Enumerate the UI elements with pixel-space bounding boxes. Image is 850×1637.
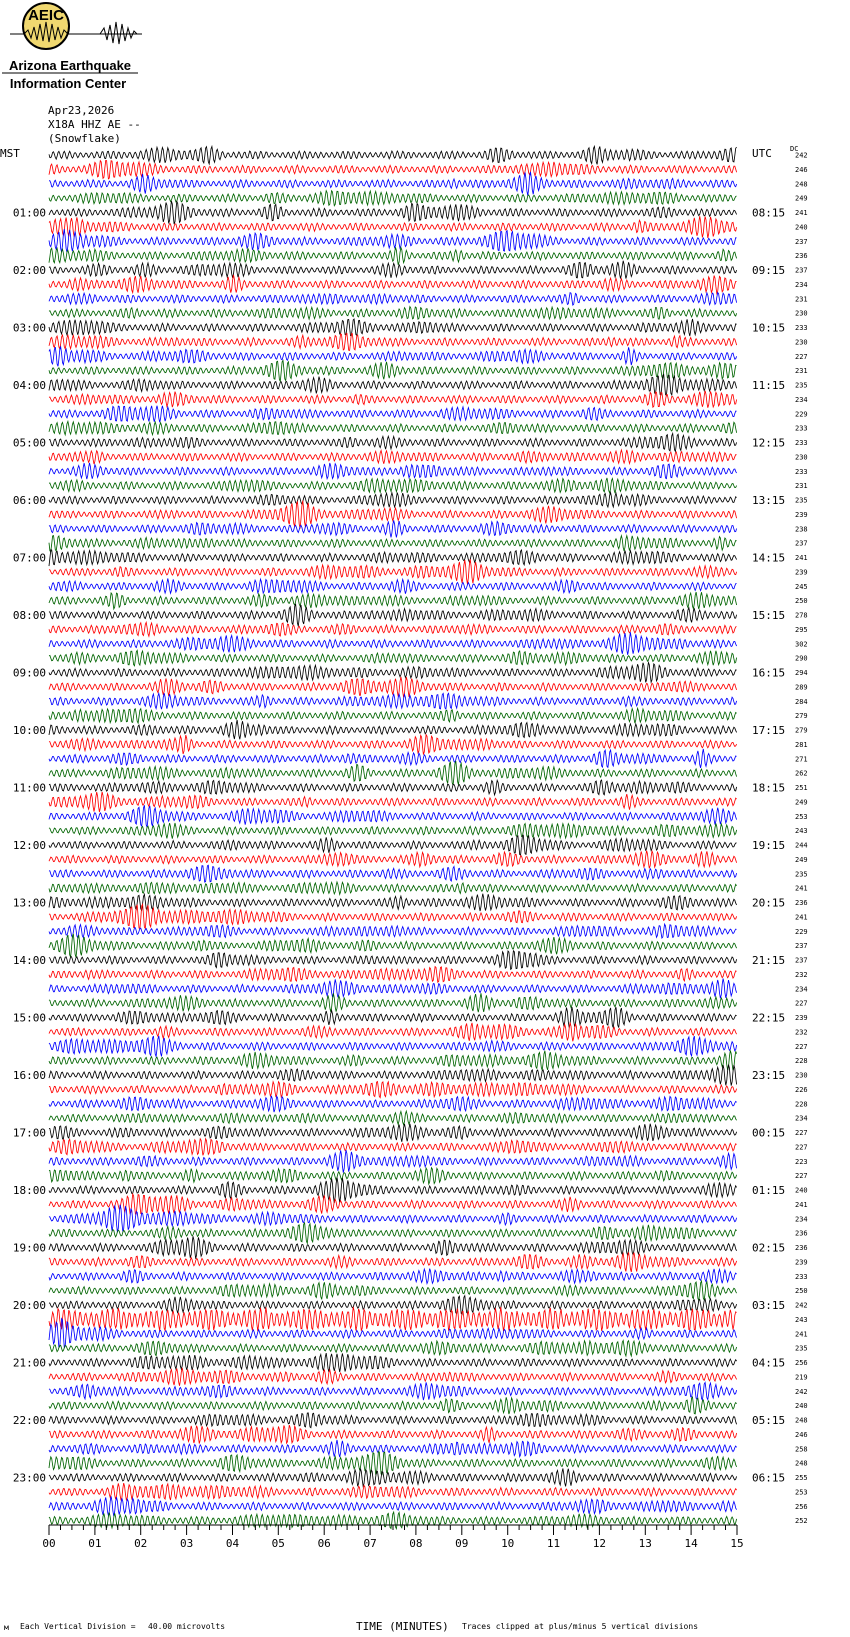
dc-offset-label: 233 — [795, 439, 808, 447]
left-hour-label: 03:00 — [12, 321, 46, 335]
dc-offset-label: 234 — [795, 985, 808, 994]
seismogram-trace — [49, 275, 737, 294]
dc-offset-label: 281 — [795, 740, 808, 749]
seismogram-trace — [49, 1469, 737, 1487]
seismogram-trace — [49, 550, 737, 566]
dc-offset-label: 237 — [795, 942, 808, 951]
seismogram-trace — [49, 967, 737, 983]
seismogram-trace — [49, 333, 737, 350]
dc-offset-label: 237 — [795, 266, 808, 275]
seismogram-trace — [49, 1341, 737, 1357]
x-tick-label: 07 — [363, 1537, 377, 1550]
seismogram-trace — [49, 865, 737, 882]
trace-group — [49, 146, 737, 1528]
seismogram-trace — [49, 993, 737, 1012]
dc-offset-label: 240 — [795, 1402, 808, 1411]
dc-offset-label: 236 — [795, 1229, 808, 1238]
dc-offset-label: 248 — [795, 1416, 808, 1425]
dc-offset-label: 242 — [795, 151, 808, 160]
seismogram-trace — [49, 805, 737, 827]
x-tick-label: 12 — [592, 1537, 607, 1550]
x-tick-label: 05 — [271, 1537, 285, 1550]
left-hour-label: 15:00 — [12, 1011, 46, 1025]
x-tick-label: 15 — [730, 1537, 744, 1550]
seismogram-trace — [49, 632, 737, 655]
dc-offset-label: 240 — [795, 223, 808, 232]
right-hour-label: 23:15 — [752, 1069, 786, 1082]
seismogram-trace — [49, 1452, 737, 1475]
dc-offset-label: 242 — [795, 1301, 808, 1310]
seismogram-trace — [49, 493, 737, 508]
left-hour-label: 09:00 — [12, 666, 46, 680]
dc-offset-label: 262 — [795, 769, 808, 778]
seismogram-trace — [49, 1139, 737, 1156]
seismogram-trace — [49, 1177, 737, 1203]
dc-offset-label: 227 — [795, 1129, 808, 1137]
right-hour-label: 15:15 — [752, 609, 786, 622]
left-hour-label: 01:00 — [12, 206, 46, 220]
seismogram-trace — [49, 293, 737, 306]
right-hour-label: 01:15 — [752, 1184, 786, 1197]
seismogram-trace — [49, 677, 737, 698]
dc-offset-label: 250 — [795, 597, 808, 606]
left-hour-label: 17:00 — [12, 1126, 46, 1140]
seismogram-trace — [49, 1382, 737, 1400]
x-axis — [42, 1525, 743, 1550]
left-hour-label: 08:00 — [12, 609, 46, 622]
right-hour-label: 14:15 — [752, 551, 786, 565]
right-hour-label: 21:15 — [752, 954, 786, 967]
seismogram-trace — [49, 1252, 737, 1272]
dc-offset-label: 249 — [795, 798, 808, 807]
seismogram-trace — [49, 979, 737, 999]
seismogram-trace — [49, 792, 737, 812]
dc-offset-label: 231 — [795, 482, 808, 491]
x-tick-label: 09 — [455, 1537, 469, 1550]
seismogram-trace — [49, 851, 737, 869]
dc-offset-label: 233 — [795, 1272, 808, 1281]
right-hour-label: 08:15 — [752, 206, 786, 220]
dc-offset-label: 271 — [795, 755, 808, 764]
dc-offset-label: 289 — [795, 683, 808, 692]
dc-offset-label: 242 — [795, 1387, 808, 1396]
dc-offset-label: 241 — [795, 884, 808, 893]
right-hour-label: 11:15 — [752, 379, 786, 392]
dc-offset-label: 279 — [795, 726, 808, 735]
seismogram-trace — [49, 361, 737, 382]
x-tick-label: 03 — [179, 1537, 194, 1550]
dc-offset-label: 239 — [795, 1258, 808, 1267]
right-hour-label: 09:15 — [752, 264, 786, 277]
left-hour-label: 02:00 — [12, 264, 46, 277]
right-hour-label: 02:15 — [752, 1241, 786, 1255]
dc-offset-label: 234 — [795, 1114, 808, 1123]
dc-offset-label: 234 — [795, 1215, 808, 1224]
footer-clip-note: Traces clipped at plus/minus 5 vertical divisions — [462, 1622, 699, 1631]
dc-offset-label: 239 — [795, 1014, 808, 1022]
dc-offset-label: 240 — [795, 1186, 808, 1195]
seismogram-trace — [49, 421, 737, 434]
x-tick-label: 14 — [684, 1537, 698, 1550]
seismogram-trace — [49, 146, 737, 164]
seismogram-trace — [49, 247, 737, 264]
left-hour-label: 13:00 — [12, 896, 46, 910]
dc-offset-label: 253 — [795, 1488, 808, 1497]
dc-offset-label: 248 — [795, 1459, 808, 1468]
right-hour-label: 18:15 — [752, 781, 786, 795]
footer-vdiv-label: Each Vertical Division = — [20, 1622, 136, 1631]
seismogram-trace — [49, 229, 737, 252]
x-tick-label: 11 — [546, 1537, 561, 1550]
dc-offset-label: 237 — [795, 539, 808, 548]
seismogram-trace — [49, 1036, 737, 1057]
seismogram-trace — [49, 1425, 737, 1443]
dc-offset-label: 250 — [795, 1287, 808, 1296]
seismogram-trace — [49, 1150, 737, 1173]
x-tick-label: 01 — [88, 1537, 102, 1550]
x-tick-label: 10 — [501, 1537, 515, 1550]
seismogram-trace — [49, 835, 737, 855]
x-tick-label: 06 — [317, 1537, 331, 1550]
seismogram-trace — [49, 172, 737, 196]
seismogram-trace — [49, 216, 737, 238]
seismogram-trace — [49, 663, 737, 683]
dc-offset-label: 243 — [795, 827, 808, 836]
dc-offset-label: 255 — [795, 1474, 808, 1482]
seismogram-trace — [49, 579, 737, 594]
dc-offset-label: 235 — [795, 1344, 808, 1353]
dc-offset-label: 256 — [795, 1502, 808, 1511]
seismogram-trace — [49, 1007, 737, 1028]
dc-offset-label: 302 — [795, 640, 808, 649]
seismogram-trace — [49, 536, 737, 552]
seismogram-trace — [49, 434, 737, 452]
header-site: (Snowflake) — [48, 132, 121, 145]
dc-offset-label: 252 — [795, 1517, 808, 1526]
seismogram-trace — [49, 622, 737, 636]
seismogram-trace — [49, 1096, 737, 1112]
dc-offset-label: 227 — [795, 999, 808, 1008]
right-hour-label: 04:15 — [752, 1356, 786, 1370]
dc-offset-label: 229 — [795, 927, 808, 936]
dc-offset-label: 230 — [795, 453, 808, 462]
dc-offset-label: 290 — [795, 654, 808, 663]
dc-offset-label: 244 — [795, 841, 808, 850]
left-hour-label: 05:00 — [12, 436, 46, 450]
dc-offset-label: 231 — [795, 295, 808, 304]
header-station: X18A HHZ AE -- — [48, 118, 141, 131]
dc-offset-label: 237 — [795, 237, 808, 246]
left-hour-label: 12:00 — [12, 839, 46, 852]
dc-offset-label: 284 — [795, 697, 808, 706]
footer-xlabel: TIME (MINUTES) — [356, 1620, 449, 1633]
dc-offset-label: 241 — [795, 554, 808, 562]
left-hour-label: 23:00 — [12, 1471, 46, 1485]
dc-offset-label: 248 — [795, 180, 808, 189]
dc-offset-label: 249 — [795, 194, 808, 203]
dc-offset-label: 294 — [795, 669, 808, 677]
dc-offset-label: 233 — [795, 324, 808, 332]
dc-offset-label: 231 — [795, 367, 808, 376]
x-tick-label: 08 — [409, 1537, 423, 1550]
seismogram-trace — [49, 1296, 737, 1315]
dc-offset-label: 228 — [795, 1057, 808, 1066]
seismogram-trace — [49, 735, 737, 755]
seismogram-trace — [49, 693, 737, 709]
seismogram-trace — [49, 375, 737, 396]
seismogram-trace — [49, 592, 737, 609]
seismogram-trace — [49, 406, 737, 423]
header-date: Apr23,2026 — [48, 104, 115, 117]
left-hour-label: 19:00 — [12, 1241, 46, 1255]
dc-offset-label: 234 — [795, 280, 808, 289]
dc-offset-label: 295 — [795, 625, 808, 634]
left-hour-label: 11:00 — [12, 781, 46, 795]
seismogram-trace — [49, 261, 737, 279]
seismogram-trace — [49, 934, 737, 958]
dc-offset-label: 245 — [795, 582, 808, 591]
seismogram-trace — [49, 1307, 737, 1331]
left-hour-label: 16:00 — [12, 1069, 46, 1082]
right-hour-label: 10:15 — [752, 321, 786, 335]
right-hour-label: 19:15 — [752, 839, 786, 852]
dc-offset-label: 227 — [795, 1172, 808, 1181]
label-group — [13, 152, 808, 1526]
dc-offset-label: 279 — [795, 712, 808, 721]
seismogram-trace — [49, 1168, 737, 1184]
right-tz-label: UTC — [752, 147, 772, 160]
x-tick-label: 00 — [42, 1537, 56, 1550]
dc-offset-label: 251 — [795, 784, 808, 792]
dc-label: DC — [790, 145, 799, 153]
left-hour-label: 06:00 — [12, 494, 46, 507]
left-hour-label: 07:00 — [12, 551, 46, 565]
x-tick-label: 13 — [638, 1537, 652, 1550]
logo-line2: Information Center — [9, 76, 127, 91]
seismogram-trace — [49, 520, 737, 537]
dc-offset-label: 246 — [795, 1430, 808, 1439]
dc-offset-label: 238 — [795, 525, 808, 534]
dc-offset-label: 227 — [795, 1143, 808, 1152]
x-tick-label: 02 — [134, 1537, 148, 1550]
seismogram-trace — [49, 450, 737, 464]
left-hour-label: 20:00 — [12, 1299, 46, 1312]
footer-mark: м — [4, 1623, 9, 1632]
seismogram-trace — [49, 924, 737, 938]
dc-offset-label: 227 — [795, 352, 808, 361]
seismogram-trace — [49, 761, 737, 785]
seismogram-trace — [49, 882, 737, 894]
right-hour-label: 20:15 — [752, 896, 786, 910]
right-hour-label: 00:15 — [752, 1126, 786, 1140]
seismogram-trace — [49, 1368, 737, 1386]
seismogram-trace — [49, 951, 737, 970]
seismogram-trace — [49, 1223, 737, 1243]
right-hour-label: 16:15 — [752, 666, 786, 680]
seismogram-trace — [49, 391, 737, 408]
dc-offset-label: 258 — [795, 1445, 808, 1454]
logo-acronym: AEIC — [28, 7, 64, 24]
dc-offset-label: 241 — [795, 1330, 808, 1339]
x-tick-label: 04 — [225, 1537, 240, 1550]
dc-offset-label: 233 — [795, 424, 808, 433]
dc-offset-label: 226 — [795, 1085, 808, 1094]
seismogram-trace — [49, 780, 737, 795]
seismogram-trace — [49, 161, 737, 179]
right-hour-label: 03:15 — [752, 1299, 786, 1312]
left-hour-label: 10:00 — [12, 724, 46, 737]
seismogram-trace — [49, 319, 737, 336]
logo-line1: Arizona Earthquake — [8, 58, 132, 73]
dc-offset-label: 236 — [795, 252, 808, 261]
left-tz-label: MST — [0, 147, 20, 160]
seismogram-trace — [49, 1413, 737, 1428]
dc-offset-label: 241 — [795, 913, 808, 922]
dc-offset-label: 223 — [795, 1157, 808, 1166]
dc-offset-label: 246 — [795, 165, 808, 174]
footer-vdiv-value: 40.00 microvolts — [148, 1622, 226, 1631]
right-hour-label: 13:15 — [752, 494, 786, 507]
dc-offset-label: 235 — [795, 870, 808, 879]
seismogram-trace — [49, 463, 737, 479]
seismogram-trace — [49, 307, 737, 320]
dc-offset-label: 228 — [795, 1100, 808, 1109]
dc-offset-label: 235 — [795, 496, 808, 505]
seismogram-trace — [49, 201, 737, 224]
right-hour-label: 05:15 — [752, 1414, 786, 1427]
right-hour-label: 06:15 — [752, 1471, 786, 1485]
seismogram-trace — [49, 1050, 737, 1070]
seismogram-trace — [49, 1124, 737, 1142]
dc-offset-label: 227 — [795, 1042, 808, 1051]
seismogram-trace — [49, 1281, 737, 1301]
seismogram-trace — [49, 720, 737, 739]
seismogram-trace — [49, 347, 737, 366]
seismogram-trace — [49, 1440, 737, 1457]
right-hour-label: 22:15 — [752, 1011, 786, 1025]
left-hour-label: 22:00 — [12, 1414, 46, 1427]
seismogram-trace — [49, 894, 737, 911]
seismogram-trace — [49, 1194, 737, 1214]
dc-offset-label: 239 — [795, 510, 808, 519]
dc-offset-label: 230 — [795, 309, 808, 318]
dc-offset-label: 243 — [795, 1315, 808, 1324]
seismogram-trace — [49, 1205, 737, 1233]
seismogram-trace — [49, 749, 737, 768]
seismogram-trace — [49, 1082, 737, 1098]
seismogram-trace — [49, 1353, 737, 1372]
left-hour-label: 21:00 — [12, 1356, 46, 1370]
dc-offset-label: 232 — [795, 1028, 808, 1037]
dc-offset-label: 236 — [795, 899, 808, 907]
dc-offset-label: 241 — [795, 209, 808, 217]
dc-offset-label: 230 — [795, 1071, 808, 1080]
seismogram-trace — [49, 1269, 737, 1284]
dc-offset-label: 233 — [795, 467, 808, 476]
seismogram-trace — [49, 191, 737, 206]
dc-offset-label: 278 — [795, 611, 808, 620]
seismogram-trace — [49, 708, 737, 723]
right-hour-label: 12:15 — [752, 436, 786, 450]
dc-offset-label: 232 — [795, 970, 808, 979]
right-hour-label: 17:15 — [752, 724, 786, 737]
left-hour-label: 04:00 — [12, 379, 46, 392]
dc-offset-label: 256 — [795, 1359, 808, 1367]
seismogram-trace — [49, 1065, 737, 1086]
dc-offset-label: 237 — [795, 956, 808, 965]
seismogram-trace — [49, 1111, 737, 1125]
seismogram-trace — [49, 1397, 737, 1414]
seismogram-trace — [49, 1483, 737, 1500]
dc-offset-label: 241 — [795, 1200, 808, 1209]
left-hour-label: 18:00 — [12, 1184, 46, 1197]
dc-offset-label: 236 — [795, 1244, 808, 1252]
dc-offset-label: 253 — [795, 812, 808, 821]
seismogram-trace — [49, 604, 737, 627]
dc-offset-label: 219 — [795, 1373, 808, 1382]
dc-offset-label: 235 — [795, 381, 808, 390]
dc-offset-label: 239 — [795, 568, 808, 577]
seismogram-trace — [49, 478, 737, 493]
dc-offset-label: 229 — [795, 410, 808, 419]
left-hour-label: 14:00 — [12, 954, 46, 967]
dc-offset-label: 249 — [795, 855, 808, 864]
dc-offset-label: 234 — [795, 395, 808, 404]
dc-offset-label: 230 — [795, 338, 808, 347]
